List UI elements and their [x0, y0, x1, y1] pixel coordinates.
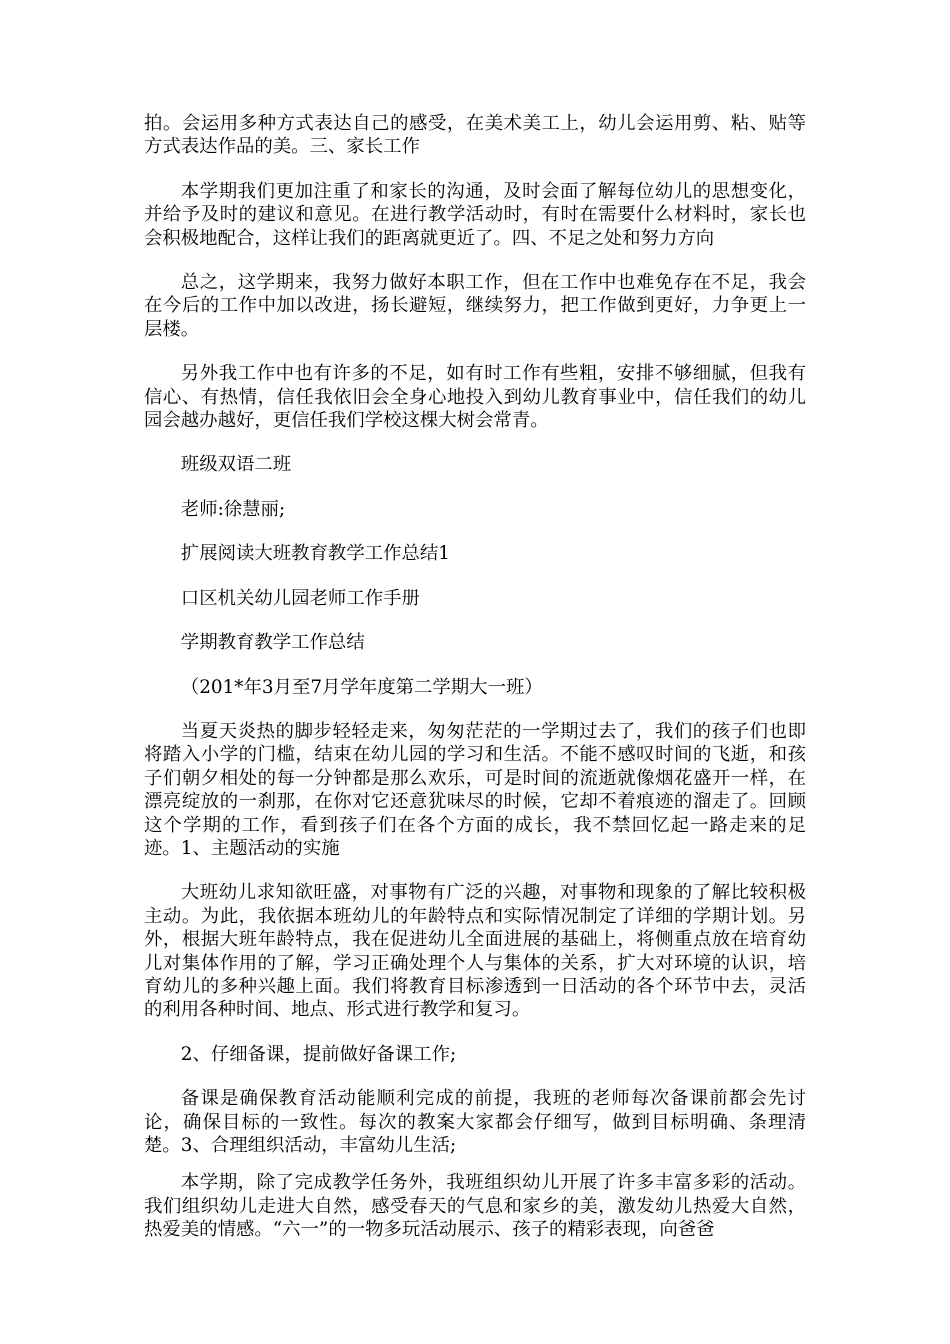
handbook-title: 口区机关幼儿园老师工作手册: [180, 587, 420, 609]
paragraph-summer-intro: 当夏天炎热的脚步轻轻走来，匆匆茫茫的一学期过去了，我们的孩子们也即将踏入小学的门槛，结束在幼儿园的学习和生活。不能不感叹时间的飞逝，和孩子们朝夕相处的每一分钟都是那么欢乐，可是时间的流逝就像烟花盛开一样，在漂亮绽放的一刹那，在你对它还意犹味尽的时候，它却不着痕迹的溜走了。回顾这个学期的工作，看到孩子们在各个方面的成长，我不禁回忆起一路走来的足迹。1、主题活动的实施: [144, 720, 806, 859]
teacher-name-line: 老师:徐慧丽;: [180, 498, 286, 520]
paragraph-shortcomings: 另外我工作中也有许多的不足，如有时工作有些粗，安排不够细腻，但我有信心、有热情，信任我依旧会全身心地投入到幼儿教育事业中，信任我们的幼儿园会越办越好，更信任我们学校这棵大树会常青。: [144, 363, 806, 432]
semester-period-line: （201*年3月至7月学年度第二学期大一班）: [180, 676, 543, 698]
paragraph-parent-work: 本学期我们更加注重了和家长的沟通，及时会面了解每位幼儿的思想变化，并给予及时的建议和意见。在进行教学活动时，有时在需要什么材料时，家长也会积极地配合，这样让我们的距离就更近了。四、不足之处和努力方向: [144, 180, 806, 249]
section-lesson-prep: 2、仔细备课，提前做好备课工作;: [180, 1043, 457, 1065]
paragraph-theme-activities: 大班幼儿求知欲旺盛，对事物有广泛的兴趣，对事物和现象的了解比较积极主动。为此，我依据本班幼儿的年龄特点和实际情况制定了详细的学期计划。另外，根据大班年龄特点，我在促进幼儿全面进展的基础上，将侧重点放在培育幼儿对集体作用的了解，学习正确处理个人与集体的关系，扩大对环境的认识，培育幼儿的多种兴趣上面。我们将教育目标渗透到一日活动的各个环节中去，灵活的利用各种时间、地点、形式进行教学和复习。: [144, 882, 806, 1021]
paragraph-lesson-prep: 备课是确保教育活动能顺利完成的前提，我班的老师每次备课前都会先讨论，确保目标的一致性。每次的教案大家都会仔细写，做到目标明确、条理清楚。3、合理组织活动，丰富幼儿生活;: [144, 1088, 806, 1156]
paragraph-summary: 总之，这学期来，我努力做好本职工作，但在工作中也难免存在不足，我会在今后的工作中加以改进，扬长避短，继续努力，把工作做到更好，力争更上一层楼。: [144, 272, 806, 340]
semester-summary-title: 学期教育教学工作总结: [180, 632, 365, 654]
class-name-line: 班级双语二班: [180, 454, 292, 476]
extended-reading-title: 扩展阅读大班教育教学工作总结1: [180, 543, 450, 565]
document-body: [144, 112, 806, 1263]
paragraph-semester-activities: 本学期，除了完成教学任务外，我班组织幼儿开展了许多丰富多彩的活动。我们组织幼儿走进大自然，感受春天的气息和家乡的美，激发幼儿热爱大自然，热爱美的情感。“六一”的一物多玩活动展示、孩子的精彩表现，向爸爸: [144, 1172, 806, 1241]
paragraph-continued: 拍。会运用多种方式表达自己的感受，在美术美工上，幼儿会运用剪、粘、贴等方式表达作品的美。三、家长工作: [144, 113, 806, 158]
